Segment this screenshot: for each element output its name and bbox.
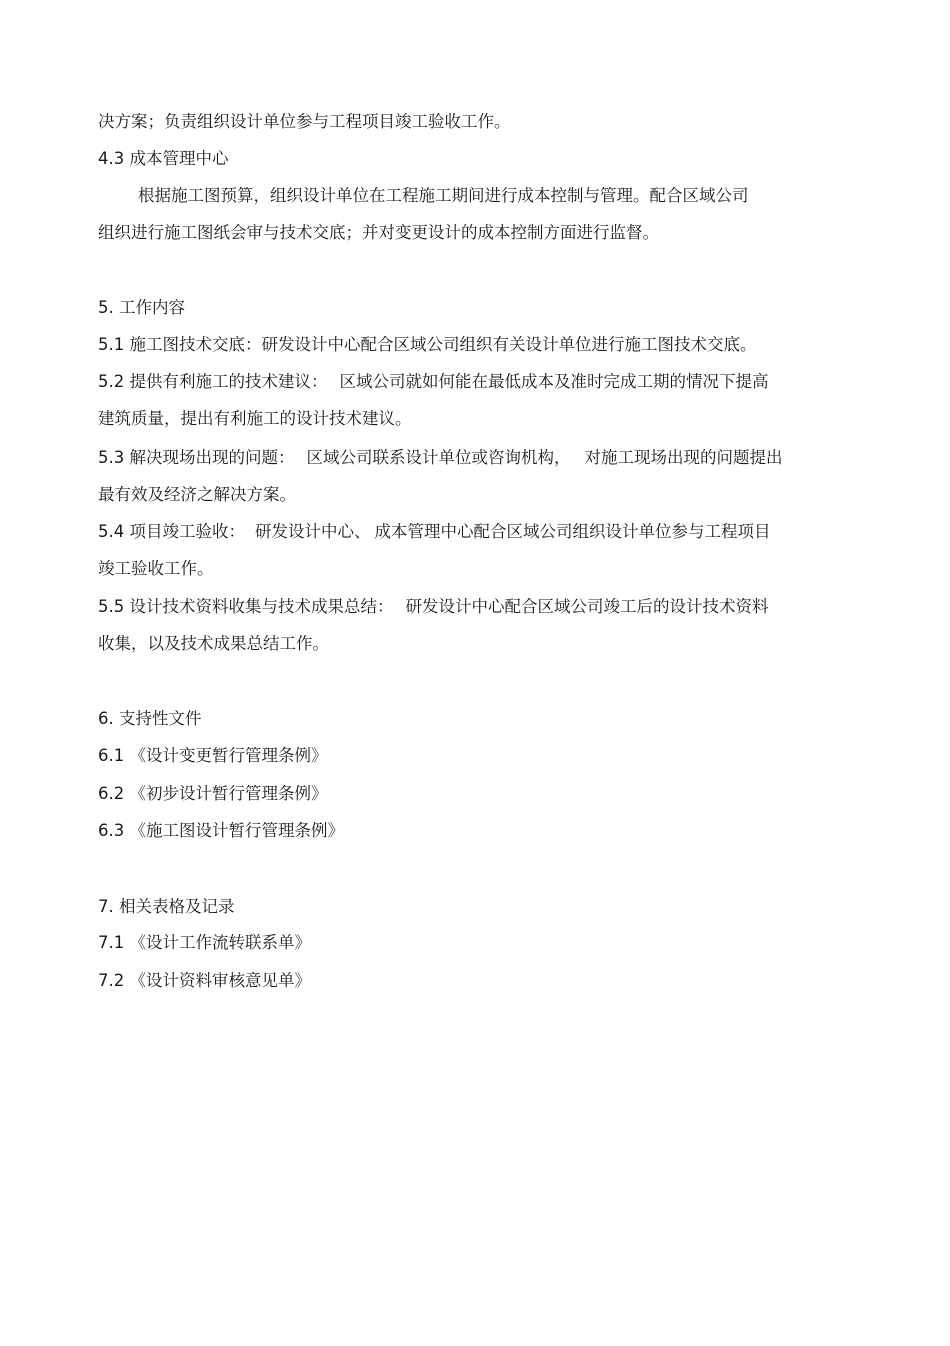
- item-5-4-text-cont: 成本管理中心配合区域公司组织设计单位参与工程项目: [374, 522, 771, 541]
- item-5-5-title: 5.5 设计技术资料收集与技术成果总结：: [98, 597, 394, 616]
- section-heading-5: 5. 工作内容: [98, 298, 185, 317]
- item-5-5-text: 研发设计中心配合区域公司竣工后的设计技术资料: [405, 597, 769, 616]
- item-6-2: 6.2 《初步设计暂行管理条例》: [98, 784, 328, 803]
- section-heading-6: 6. 支持性文件: [98, 709, 202, 728]
- item-5-3-title: 5.3 解决现场出现的问题：: [98, 448, 295, 467]
- paragraph-line: 建筑质量，提出有利施工的设计技术建议。: [98, 409, 412, 428]
- item-5-4-title: 5.4 项目竣工验收：: [98, 522, 245, 541]
- item-7-2: 7.2 《设计资料审核意见单》: [98, 971, 311, 990]
- paragraph-line: 竣工验收工作。: [98, 559, 214, 578]
- item-5-2-text: 区域公司就如何能在最低成本及准时完成工期的情况下提高: [339, 372, 769, 391]
- item-5-3-text-cont: 对施工现场出现的问题提出: [584, 448, 783, 467]
- item-6-1: 6.1 《设计变更暂行管理条例》: [98, 746, 328, 765]
- item-5-5: [98, 596, 769, 618]
- paragraph-line: 决方案；负责组织设计单位参与工程项目竣工验收工作。: [98, 112, 511, 131]
- item-5-3: [98, 447, 783, 469]
- item-5-4: [98, 521, 771, 543]
- item-5-2-title: 5.2 提供有利施工的技术建议：: [98, 372, 328, 391]
- paragraph-line: 最有效及经济之解决方案。: [98, 485, 296, 504]
- section-heading-7: 7. 相关表格及记录: [98, 897, 235, 916]
- item-5-2: [98, 371, 769, 393]
- item-7-1: 7.1 《设计工作流转联系单》: [98, 933, 311, 952]
- paragraph-line: 组织进行施工图纸会审与技术交底；并对变更设计的成本控制方面进行监督。: [98, 223, 659, 242]
- item-6-3: 6.3 《施工图设计暂行管理条例》: [98, 821, 344, 840]
- item-5-3-text: 区域公司联系设计单位或咨询机构，: [306, 448, 571, 467]
- paragraph-line: 收集，以及技术成果总结工作。: [98, 634, 329, 653]
- paragraph-line: 根据施工图预算，组织设计单位在工程施工期间进行成本控制与管理。配合区域公司: [138, 186, 749, 205]
- section-heading-4-3: 4.3 成本管理中心: [98, 149, 229, 168]
- item-5-4-text: 研发设计中心、: [255, 522, 371, 541]
- item-5-1: 5.1 施工图技术交底：研发设计中心配合区域公司组织有关设计单位进行施工图技术交底。: [98, 335, 757, 354]
